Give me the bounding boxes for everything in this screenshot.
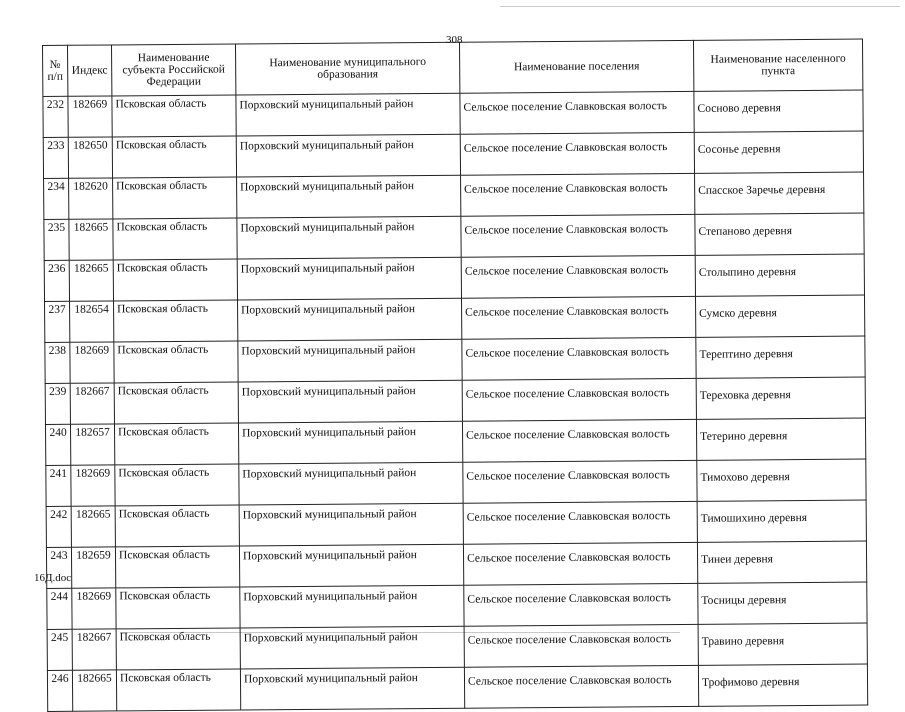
postal-index: 182665: [69, 260, 113, 301]
federal-subject: Псковская область: [116, 587, 240, 629]
settlement: Сельское поселение Славковская волость: [462, 378, 696, 421]
municipality: Порховский муниципальный район: [240, 626, 464, 669]
federal-subject: Псковская область: [115, 505, 239, 547]
table-row: [45, 418, 865, 465]
locality: Терептино деревня: [696, 336, 865, 378]
footer-filename: 16Д.doc: [34, 572, 72, 584]
settlement: Сельское поселение Славковская волость: [464, 624, 698, 667]
postal-index: 182667: [72, 629, 116, 670]
row-number: 234: [44, 178, 69, 219]
locality: Спасское Заречье деревня: [695, 172, 864, 214]
table-row: [47, 623, 867, 670]
table-row: [43, 131, 863, 178]
header-locality: Наименование населенного пункта: [693, 39, 862, 91]
row-number: 233: [43, 137, 68, 178]
federal-subject: Псковская область: [116, 669, 240, 711]
federal-subject: Псковская область: [113, 177, 237, 219]
row-number: 246: [47, 670, 72, 711]
table-row: [46, 459, 866, 506]
postal-index: 182669: [70, 342, 114, 383]
federal-subject: Псковская область: [113, 259, 237, 301]
row-number: 237: [45, 301, 70, 342]
postal-index: 182665: [72, 670, 116, 711]
settlement: Сельское поселение Славковская волость: [461, 173, 695, 216]
table-row: [46, 500, 866, 547]
settlement: Сельское поселение Славковская волость: [462, 337, 696, 380]
federal-subject: Псковская область: [114, 382, 238, 424]
locality: Сосново деревня: [694, 90, 863, 132]
postal-index: 182669: [71, 465, 115, 506]
header-municipality: Наименование муниципального образования: [235, 42, 459, 95]
postal-index: 182657: [70, 424, 114, 465]
settlement: Сельское поселение Славковская волость: [464, 665, 698, 708]
table-row: [47, 664, 867, 711]
federal-subject: Псковская область: [114, 300, 238, 342]
municipality: Порховский муниципальный район: [240, 585, 464, 628]
settlement: Сельское поселение Славковская волость: [463, 501, 697, 544]
table-body: [43, 90, 868, 711]
locality: Степаново деревня: [695, 213, 864, 255]
municipality: Порховский муниципальный район: [239, 503, 463, 546]
federal-subject: Псковская область: [116, 628, 240, 670]
municipality: Порховский муниципальный район: [236, 134, 460, 177]
locality: Трофимово деревня: [698, 664, 867, 706]
settlement: Сельское поселение Славковская волость: [460, 132, 694, 175]
municipality: Порховский муниципальный район: [239, 462, 463, 505]
municipality: Порховский муниципальный район: [240, 667, 464, 710]
postal-index: 182669: [72, 588, 116, 629]
row-number: 243: [46, 547, 71, 588]
postal-index: 182659: [71, 547, 115, 588]
federal-subject: Псковская область: [112, 136, 236, 178]
postal-index: 182667: [70, 383, 114, 424]
settlement: Сельское поселение Славковская волость: [461, 214, 695, 257]
municipality: Порховский муниципальный район: [238, 380, 462, 423]
locality: Тимошихино деревня: [697, 500, 866, 542]
federal-subject: Псковская область: [115, 464, 239, 506]
row-number: 232: [43, 96, 68, 137]
locality: Столыпино деревня: [695, 254, 864, 296]
table-row: [45, 377, 865, 424]
page-number: 308: [446, 34, 463, 46]
settlement: Сельское поселение Славковская волость: [464, 583, 698, 626]
postal-index: 182654: [70, 301, 114, 342]
postal-index: 182669: [68, 96, 112, 137]
locality: Травино деревня: [698, 623, 867, 665]
locality: Тинеи деревня: [697, 541, 866, 583]
municipality: Порховский муниципальный район: [237, 257, 461, 300]
row-number: 236: [44, 260, 69, 301]
settlement: Сельское поселение Славковская волость: [463, 542, 697, 585]
table-header: [43, 39, 863, 96]
municipality: Порховский муниципальный район: [238, 298, 462, 341]
federal-subject: Псковская область: [114, 341, 238, 383]
table-row: [46, 541, 866, 588]
row-number: 241: [46, 465, 71, 506]
row-number: 238: [45, 342, 70, 383]
locality: Сумско деревня: [695, 295, 864, 337]
locality: Тетерино деревня: [696, 418, 865, 460]
postal-index: 182620: [69, 178, 113, 219]
locality: Тимохово деревня: [697, 459, 866, 501]
postal-index: 182665: [69, 219, 113, 260]
header-row: [43, 39, 863, 96]
locality: Сосонье деревня: [694, 131, 863, 173]
municipality: Порховский муниципальный район: [236, 93, 460, 136]
table-row: [45, 295, 865, 342]
municipality: Порховский муниципальный район: [239, 544, 463, 587]
municipality: Порховский муниципальный район: [238, 339, 462, 382]
municipality: Порховский муниципальный район: [237, 175, 461, 218]
header-settlement: Наименование поселения: [459, 40, 693, 93]
federal-subject: Псковская область: [114, 423, 238, 465]
table-row: [44, 172, 864, 219]
settlements-table: [42, 39, 868, 712]
table-row: [44, 254, 864, 301]
header-subject: Наименование субъекта Российской Федерации: [112, 44, 236, 96]
postal-index: 182665: [71, 506, 115, 547]
postal-index: 182650: [68, 137, 112, 178]
settlement: Сельское поселение Славковская волость: [460, 91, 694, 134]
header-index: Индекс: [68, 45, 112, 96]
row-number: 245: [47, 629, 72, 670]
federal-subject: Псковская область: [115, 546, 239, 588]
table-row: [43, 90, 863, 137]
row-number: 235: [44, 219, 69, 260]
federal-subject: Псковская область: [112, 95, 236, 137]
row-number: 242: [46, 506, 71, 547]
table-row: [44, 213, 864, 260]
locality: Тосницы деревня: [698, 582, 867, 624]
row-number: 240: [45, 424, 70, 465]
federal-subject: Псковская область: [113, 218, 237, 260]
settlement: Сельское поселение Славковская волость: [462, 419, 696, 462]
municipality: Порховский муниципальный район: [237, 216, 461, 259]
settlement: Сельское поселение Славковская волость: [463, 460, 697, 503]
table-row: [47, 582, 867, 629]
municipality: Порховский муниципальный район: [238, 421, 462, 464]
locality: Тереховка деревня: [696, 377, 865, 419]
table-row: [45, 336, 865, 383]
scan-artifact-top: [500, 6, 900, 7]
header-number: № п/п: [43, 45, 68, 96]
settlement: Сельское поселение Славковская волость: [462, 296, 696, 339]
settlement: Сельское поселение Славковская волость: [461, 255, 695, 298]
row-number: 239: [45, 383, 70, 424]
row-number: 244: [47, 588, 72, 629]
